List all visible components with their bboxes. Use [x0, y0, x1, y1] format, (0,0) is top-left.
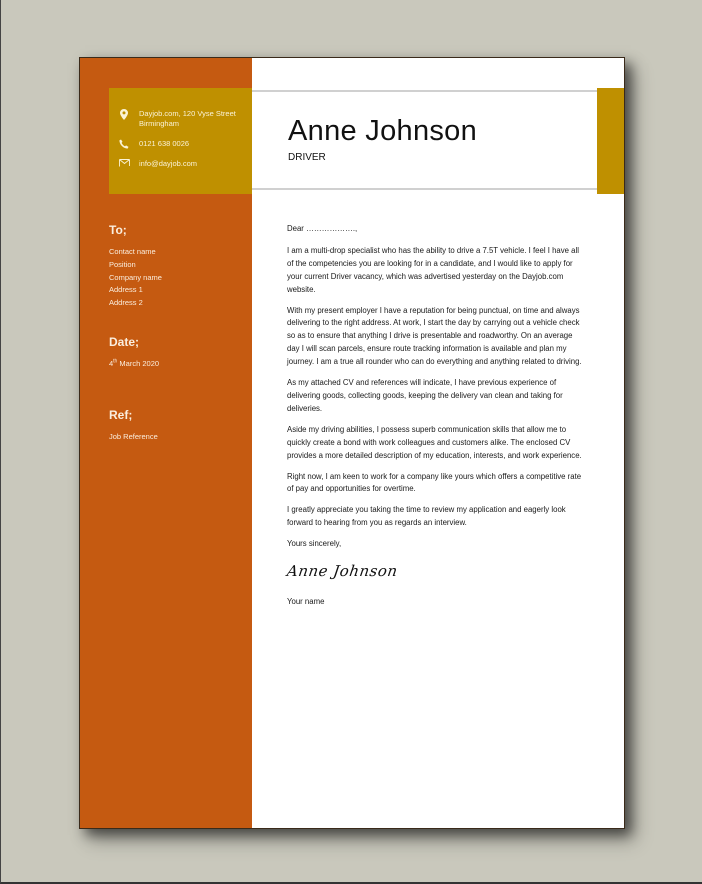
paragraph-4: Aside my driving abilities, I possess superb communication skills that allow me to quickly create a bond with work colleagues and customers alike. The enclosed CV provides a more detailed description of my education, interests, and work experience.: [287, 424, 582, 460]
your-name: Your name: [287, 596, 325, 606]
paragraph-2: With my present employer I have a reputation for being punctual, on time and always delivering to the right address. At work, I start the day by carrying out a vehicle check so as to ensure that anything I drive is presentable and roadworthy. On an average day I will scan parcels, ensure route tracking information is available and plan my journey. I am a true all rounder who can do everything and anything related to driving.: [287, 305, 582, 367]
header-divider-top: [252, 90, 599, 92]
phone-icon: [117, 139, 131, 149]
contact-email: [117, 159, 252, 169]
date-value: 4th March 2020: [109, 358, 160, 368]
recipient-heading: To;: [109, 223, 127, 237]
recipient-company: Company name: [109, 272, 162, 282]
closing: Yours sincerely,: [287, 539, 342, 549]
applicant-name: Anne Johnson: [288, 115, 478, 147]
contact-box: [109, 88, 252, 194]
recipient-section: [109, 223, 162, 310]
letter-body: [287, 223, 582, 617]
applicant-job-title: DRIVER: [288, 152, 326, 163]
paragraph-5: Right now, I am keen to work for a company like yours which offers a competitive rate of pay and opportunities for overtime.: [287, 471, 582, 494]
paragraph-6: I greatly appreciate you taking the time to review my application and eagerly look forward to hearing from you as regards an interview.: [287, 505, 566, 528]
sidebar: [80, 58, 252, 828]
accent-bar: [597, 88, 624, 194]
paragraph-1: I am a multi-drop specialist who has the ability to drive a 7.5T vehicle. I feel I have all of the competencies you are looking for in a candidate, and I would like to apply for your current Driver vacancy, which was advertised yesterday on the Dayjob.com website.: [287, 245, 579, 294]
signature: Anne Johnson: [285, 562, 399, 581]
email-text: info@dayjob.com: [139, 159, 198, 168]
recipient-address-2: Address 2: [109, 298, 143, 308]
recipient-address-1: Address 1: [109, 285, 143, 295]
header-divider-bottom: [252, 188, 599, 190]
date-section: [109, 335, 159, 371]
salutation: Dear ……………….,: [287, 224, 358, 233]
date-heading: Date;: [109, 335, 140, 349]
email-icon: [117, 159, 131, 167]
contact-address: [117, 109, 252, 129]
reference-heading: Ref;: [109, 408, 133, 422]
contact-phone: [117, 139, 252, 149]
paragraph-3: As my attached CV and references will indicate, I have previous experience of delivering goods, collecting goods, keeping the delivery van clean and taking for deliveries.: [287, 378, 563, 413]
reference-value: Job Reference: [109, 432, 158, 441]
recipient-position: Position: [109, 259, 136, 269]
address-text: Dayjob.com, 120 Vyse Street Birmingham: [139, 109, 236, 128]
cover-letter-page: [79, 57, 625, 829]
recipient-contact-name: Contact name: [109, 247, 156, 256]
location-pin-icon: [117, 109, 131, 120]
reference-section: [109, 408, 158, 444]
phone-text: 0121 638 0026: [139, 139, 190, 148]
